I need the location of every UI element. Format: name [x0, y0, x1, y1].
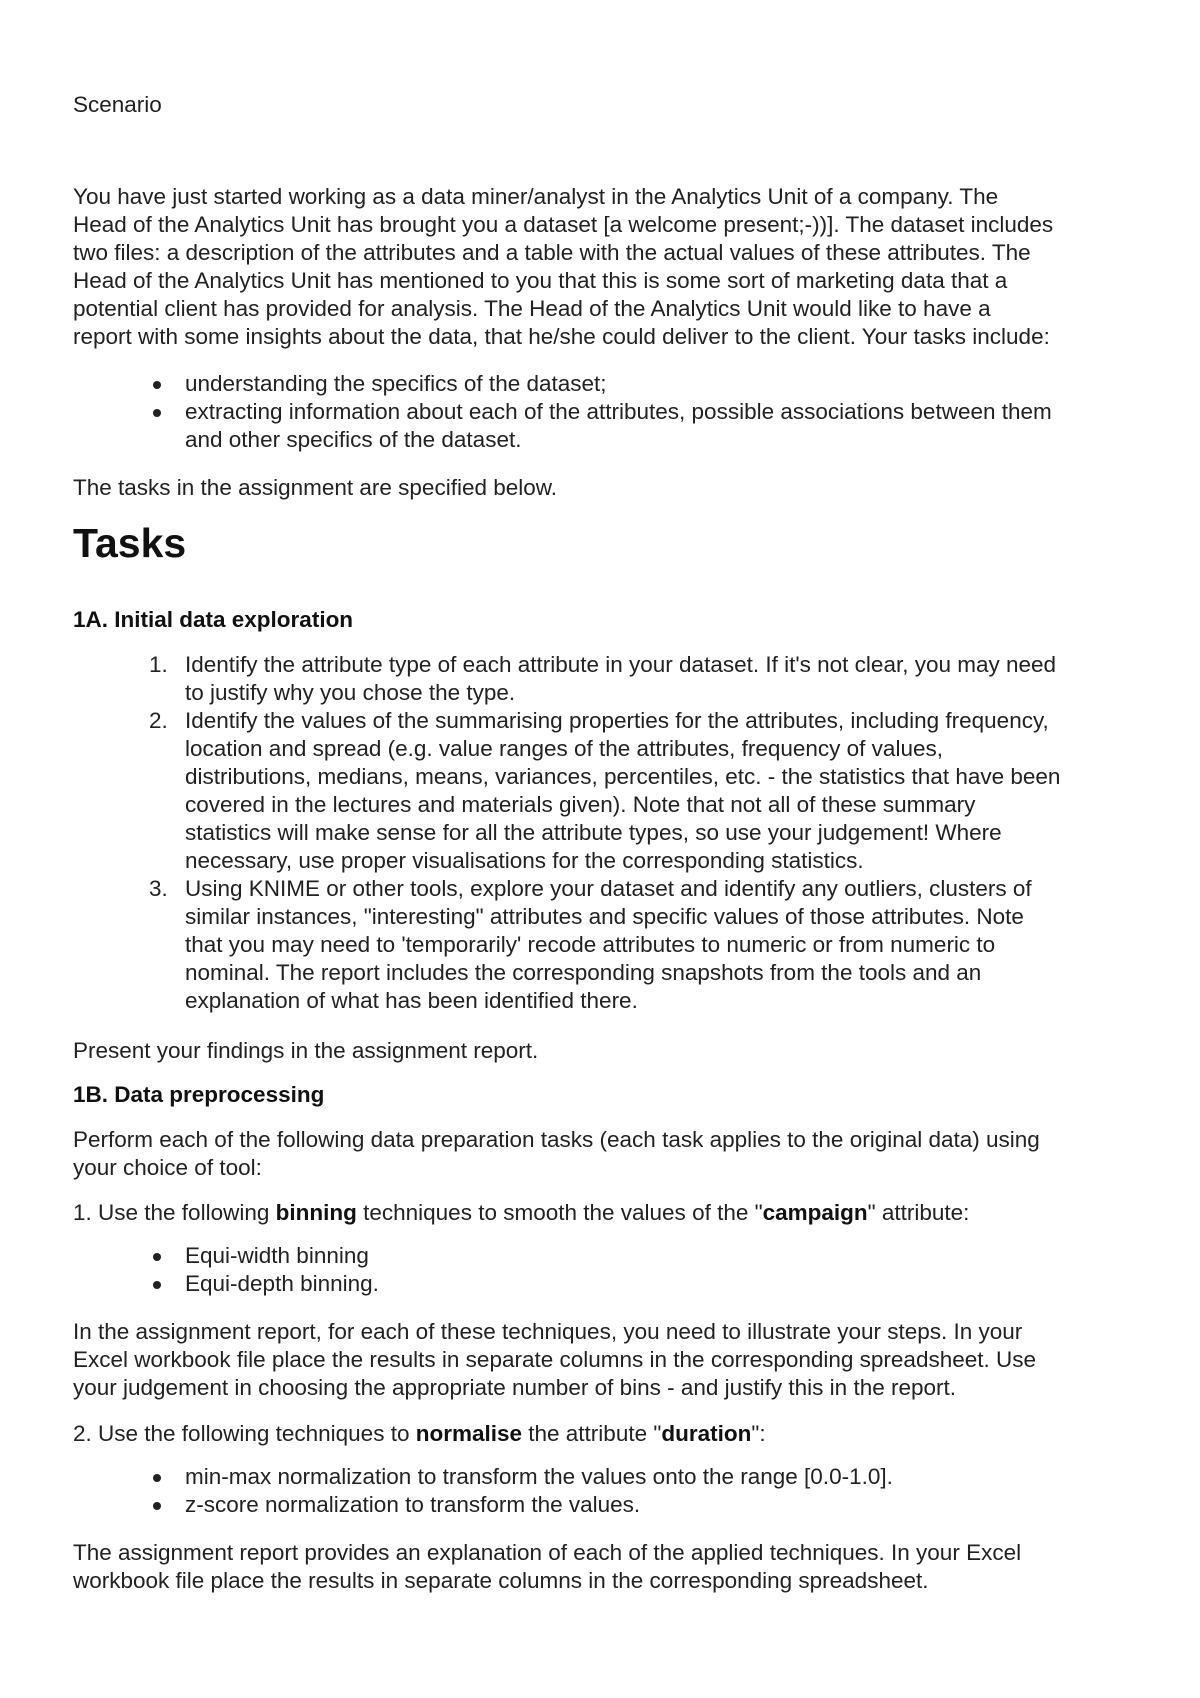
list-item: understanding the specifics of the dataset;	[73, 370, 1143, 398]
list-item: z-score normalization to transform the values.	[73, 1491, 1143, 1519]
list-item: 1. Identify the attribute type of each attribute in your dataset. If it's not clear, you may need to justify why you chose the type.	[149, 652, 1057, 705]
section-1a-title: 1A. Initial data exploration	[73, 607, 354, 632]
list-item: 2. Identify the values of the summarising properties for the attributes, including frequency, location and spread (e.g. value ranges of the attributes, frequency of values, distributions, medians, means, variances, percentiles, etc. - the statistics that have been covered in the lectures and materials given). Note that not all of these summary statistics will make sense for all the attribute types, so use your judgement! Where necessary, use proper visualisations for the corresponding statistics.	[149, 708, 1061, 873]
bullet-icon	[153, 1474, 161, 1482]
list-item: extracting information about each of the attributes, possible associations between them and other specifics of the dataset.	[73, 398, 1143, 454]
normalisation-bullet-list	[73, 1463, 1143, 1519]
bullet-icon	[153, 1281, 161, 1289]
list-item: min-max normalization to transform the values onto the range [0.0-1.0].	[73, 1463, 1143, 1491]
intro-paragraph	[73, 183, 1143, 351]
bullet-icon	[153, 381, 161, 389]
tasks-heading: Tasks	[73, 520, 187, 566]
section-1a-list	[73, 651, 1143, 1015]
intro-line: potential client has provided for analysis. The Head of the Analytics Unit would like to have a	[73, 296, 991, 321]
bullet-icon	[153, 1253, 161, 1261]
list-item: 3. Using KNIME or other tools, explore your dataset and identify any outliers, clusters of similar instances, "interesting" attributes and specific values of those attributes. Note that you may need to 'temporarily' recode attributes to numeric or from numeric to nominal. The report includes the corresponding snapshots from the tools and an explanation of what has been identified there.	[149, 876, 1032, 1013]
list-item: Equi-depth binning.	[73, 1270, 1143, 1298]
intro-bullet-list	[73, 370, 1143, 454]
binning-bullet-list	[73, 1242, 1143, 1298]
list-item: Equi-width binning	[73, 1242, 1143, 1270]
bullet-icon	[153, 409, 161, 417]
step-2-normalise: 2. Use the following techniques to normalise the attribute "duration":	[73, 1421, 766, 1446]
scenario-label: Scenario	[73, 92, 162, 117]
intro-line: You have just started working as a data miner/analyst in the Analytics Unit of a company. The	[73, 184, 999, 209]
present-findings: Present your findings in the assignment report.	[73, 1038, 539, 1063]
binning-note-paragraph: In the assignment report, for each of these techniques, you need to illustrate your steps. In your Excel workbook file place the results in separate columns in the corresponding spreadsheet. Use your judgement in choosing the appropriate number of bins - and justify this in the report.	[73, 1319, 1037, 1400]
final-paragraph: The assignment report provides an explanation of each of the applied techniques. In your Excel workbook file place the results in separate columns in the corresponding spreadsheet.	[73, 1540, 1022, 1593]
section-1b-title: 1B. Data preprocessing	[73, 1082, 325, 1107]
step-1-binning: 1. Use the following binning techniques to smooth the values of the "campaign" attribute:	[73, 1200, 970, 1225]
intro-line: Head of the Analytics Unit has brought you a dataset [a welcome present;-))]. The dataset includes	[73, 212, 1054, 237]
intro-line: Head of the Analytics Unit has mentioned to you that this is some sort of marketing data that a	[73, 268, 1008, 293]
perform-paragraph: Perform each of the following data preparation tasks (each task applies to the original data) using your choice of tool:	[73, 1127, 1040, 1180]
bullet-icon	[153, 1502, 161, 1510]
intro-line: report with some insights about the data, that he/she could deliver to the client. Your tasks include:	[73, 324, 1050, 349]
tasks-intro: The tasks in the assignment are specified below.	[73, 475, 558, 500]
intro-line: two files: a description of the attributes and a table with the actual values of these attributes. The	[73, 240, 1031, 265]
